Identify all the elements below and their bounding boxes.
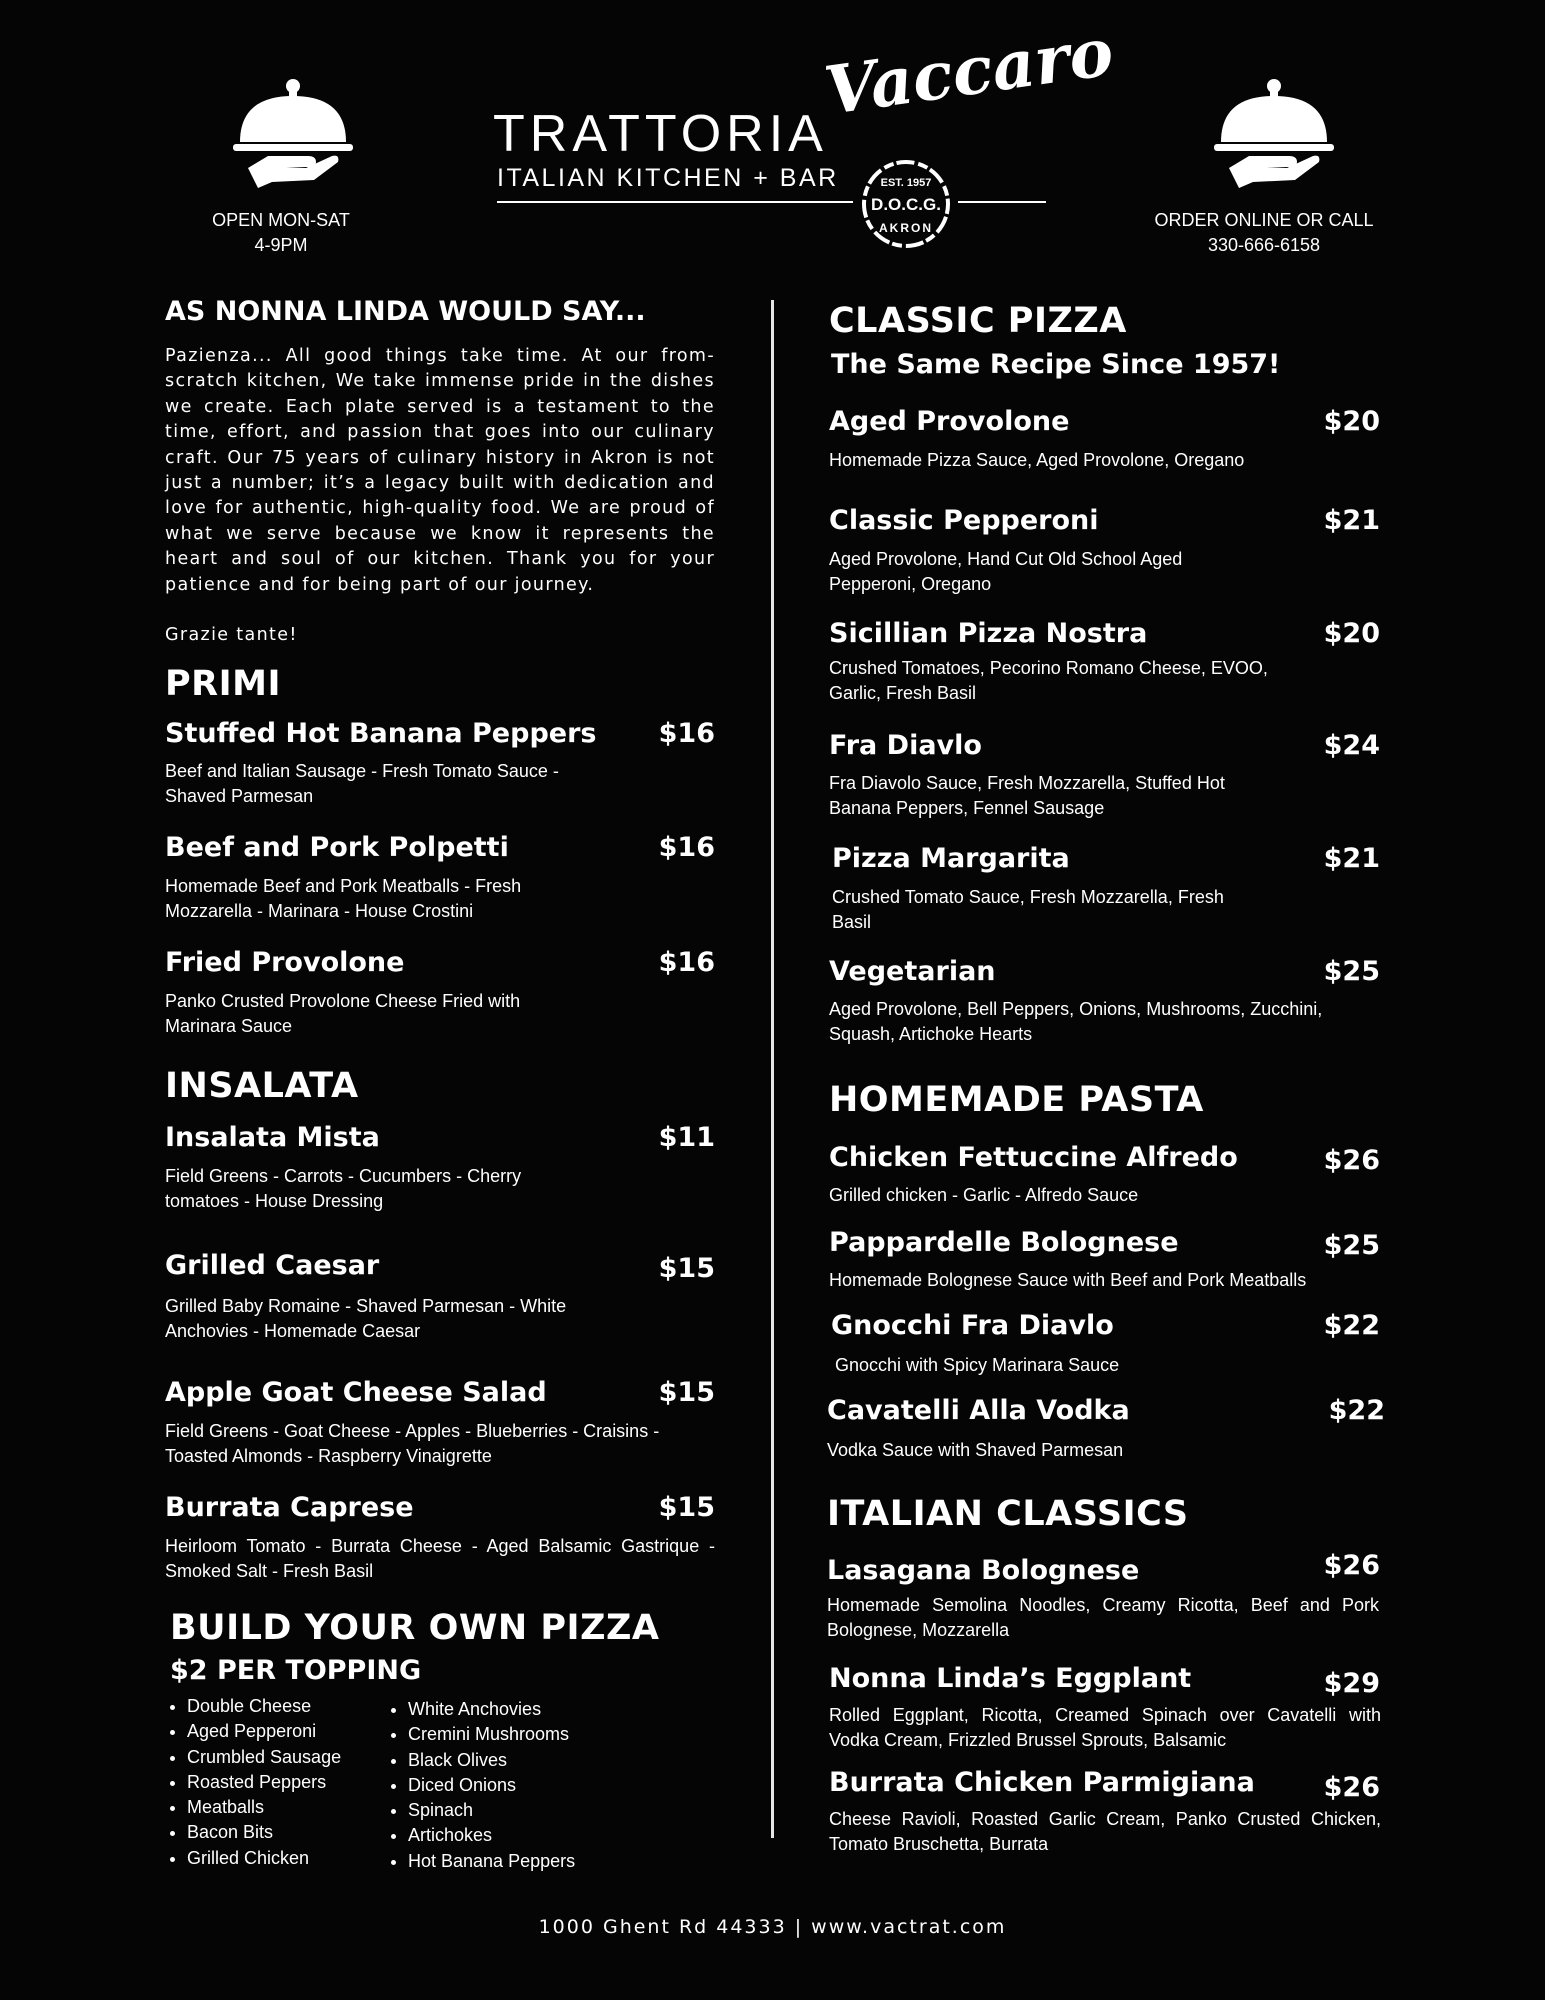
menu-item-price: $16	[658, 832, 715, 863]
column-divider	[771, 300, 774, 1838]
list-item: • Meatballs	[187, 1795, 341, 1820]
cloche-hand-icon	[1209, 70, 1339, 190]
menu-item-price: $25	[1323, 956, 1380, 987]
toppings-list-right	[386, 1697, 575, 1874]
footer-address-website: 1000 Ghent Rd 44333 | www.vactrat.com	[538, 1916, 1007, 1938]
menu-item-desc: Homemade Beef and Pork Meatballs - Fresh Mozzarella - Marinara - House Crostini	[165, 876, 522, 921]
list-item: • Aged Pepperoni	[187, 1719, 341, 1744]
intro-text: Pazienza... All good things take time. At our from-scratch kitchen, We take immense pride in the dishes we create. Each plate served is a testament to the time, effort, and passion that goes into our culinary craft. Our 75 years of culinary history in Akron is not just a number; it’s a legacy built with dedication and love for authentic, high-quality food. We are proud of what we serve because we know it represents the heart and soul of our kitchen. Thank you for your patience and for being part of our journey.	[165, 346, 715, 595]
menu-item-name: Gnocchi Fra Diavlo	[831, 1310, 1114, 1341]
menu-item-desc: Grilled chicken - Garlic - Alfredo Sauce	[829, 1185, 1139, 1205]
list-item: • Hot Banana Peppers	[408, 1849, 575, 1874]
menu-item-name: Insalata Mista	[165, 1122, 380, 1153]
cloche-hand-icon	[228, 70, 358, 190]
intro-sign: Grazie tante!	[165, 625, 298, 645]
menu-item-name: Grilled Caesar	[165, 1250, 380, 1281]
classic-pizza-subtitle: The Same Recipe Since 1957!	[831, 349, 1281, 380]
menu-item-price: $26	[1323, 1145, 1380, 1176]
brand-subtitle: ITALIAN KITCHEN + BAR	[497, 164, 839, 192]
menu-item-price: $11	[658, 1122, 715, 1153]
menu-item-name: Classic Pepperoni	[829, 505, 1099, 536]
brand-rule-right	[958, 201, 1046, 203]
menu-item-name: Fra Diavlo	[829, 730, 982, 761]
menu-item-name: Burrata Chicken Parmigiana	[829, 1767, 1255, 1798]
list-item: • Artichokes	[408, 1823, 575, 1848]
list-item: • White Anchovies	[408, 1697, 575, 1722]
menu-item-price: $16	[658, 947, 715, 978]
menu-item-name: Vegetarian	[829, 956, 996, 987]
menu-item-desc: Field Greens - Goat Cheese - Apples - Blueberries - Craisins - Toasted Almonds - Raspberry Vinaigrette	[165, 1421, 660, 1466]
menu-item-price: $26	[1323, 1772, 1380, 1803]
menu-item-desc: Rolled Eggplant, Ricotta, Creamed Spinach over Cavatelli with Vodka Cream, Frizzled Brussel Sprouts, Balsamic	[829, 1705, 1381, 1750]
menu-item-name: Aged Provolone	[829, 406, 1070, 437]
menu-item-price: $21	[1323, 843, 1380, 874]
hours-days: OPEN MON-SAT	[212, 210, 350, 230]
topping-price: $2 PER TOPPING	[170, 1655, 422, 1686]
list-item: • Black Olives	[408, 1748, 575, 1773]
seal-docg: D.O.C.G.	[871, 195, 941, 214]
menu-item-desc: Homemade Bolognese Sauce with Beef and Pork Meatballs	[829, 1270, 1307, 1290]
menu-item-desc: Field Greens - Carrots - Cucumbers - Cherry tomatoes - House Dressing	[165, 1166, 522, 1211]
menu-item-desc: Beef and Italian Sausage - Fresh Tomato Sauce - Shaved Parmesan	[165, 761, 559, 806]
menu-item-desc: Vodka Sauce with Shaved Parmesan	[827, 1440, 1124, 1460]
hours-time: 4-9PM	[254, 235, 308, 255]
list-item: • Bacon Bits	[187, 1820, 341, 1845]
menu-item-price: $29	[1323, 1668, 1380, 1699]
section-title-insalata: INSALATA	[165, 1066, 359, 1106]
menu-item-price: $22	[1328, 1395, 1385, 1426]
list-item: • Cremini Mushrooms	[408, 1722, 575, 1747]
menu-item-name: Sicillian Pizza Nostra	[829, 618, 1148, 649]
menu-item-desc: Fra Diavolo Sauce, Fresh Mozzarella, Stuffed Hot Banana Peppers, Fennel Sausage	[829, 773, 1225, 818]
intro-title: AS NONNA LINDA WOULD SAY...	[165, 296, 646, 327]
menu-item-name: Chicken Fettuccine Alfredo	[829, 1142, 1238, 1173]
section-title-classics: ITALIAN CLASSICS	[827, 1494, 1189, 1534]
menu-item-desc: Aged Provolone, Bell Peppers, Onions, Mushrooms, Zucchini, Squash, Artichoke Hearts	[829, 999, 1323, 1044]
menu-item-price: $20	[1323, 618, 1380, 649]
section-title-pasta: HOMEMADE PASTA	[829, 1080, 1204, 1120]
list-item: • Grilled Chicken	[187, 1846, 341, 1871]
list-item: • Double Cheese	[187, 1694, 341, 1719]
menu-item-name: Lasagana Bolognese	[827, 1555, 1140, 1586]
docg-seal	[860, 158, 952, 250]
section-title-build-pizza: BUILD YOUR OWN PIZZA	[170, 1608, 660, 1648]
menu-item-desc: Grilled Baby Romaine - Shaved Parmesan - White Anchovies - Homemade Caesar	[165, 1296, 567, 1341]
menu-item-desc: Gnocchi with Spicy Marinara Sauce	[835, 1355, 1120, 1375]
menu-item-price: $21	[1323, 505, 1380, 536]
seal-est: EST. 1957	[880, 177, 932, 189]
section-title-classic-pizza: CLASSIC PIZZA	[829, 301, 1127, 341]
order-label: ORDER ONLINE OR CALL	[1154, 210, 1374, 230]
menu-item-desc: Aged Provolone, Hand Cut Old School Aged Pepperoni, Oregano	[829, 549, 1183, 594]
section-title-primi: PRIMI	[165, 664, 281, 704]
menu-item-price: $24	[1323, 730, 1380, 761]
list-item: • Crumbled Sausage	[187, 1745, 341, 1770]
menu-item-name: Pappardelle Bolognese	[829, 1227, 1179, 1258]
menu-item-price: $20	[1323, 406, 1380, 437]
menu-item-desc: Homemade Pizza Sauce, Aged Provolone, Oregano	[829, 450, 1245, 470]
toppings-list-left	[165, 1694, 341, 1871]
menu-item-price: $15	[658, 1377, 715, 1408]
menu-item-price: $15	[658, 1492, 715, 1523]
list-item: • Diced Onions	[408, 1773, 575, 1798]
menu-item-desc: Crushed Tomato Sauce, Fresh Mozzarella, Fresh Basil	[832, 887, 1224, 932]
phone-number[interactable]: 330-666-6158	[1207, 235, 1321, 255]
list-item: • Roasted Peppers	[187, 1770, 341, 1795]
menu-item-name: Burrata Caprese	[165, 1492, 414, 1523]
menu-item-desc: Heirloom Tomato - Burrata Cheese - Aged Balsamic Gastrique - Smoked Salt - Fresh Basil	[165, 1536, 715, 1581]
brand-rule-left	[497, 201, 853, 203]
menu-item-desc: Panko Crusted Provolone Cheese Fried with Marinara Sauce	[165, 991, 521, 1036]
hours-note	[131, 208, 431, 258]
menu-item-desc: Cheese Ravioli, Roasted Garlic Cream, Panko Crusted Chicken, Tomato Bruschetta, Burrata	[829, 1809, 1381, 1854]
brand-trattoria: TRATTORIA	[493, 105, 828, 163]
menu-item-name: Pizza Margarita	[832, 843, 1070, 874]
menu-item-name: Beef and Pork Polpetti	[165, 832, 509, 863]
menu-item-desc: Crushed Tomatoes, Pecorino Romano Cheese, EVOO, Garlic, Fresh Basil	[829, 658, 1268, 703]
menu-item-name: Apple Goat Cheese Salad	[165, 1377, 547, 1408]
menu-item-name: Cavatelli Alla Vodka	[827, 1395, 1130, 1426]
menu-item-name: Nonna Linda’s Eggplant	[829, 1663, 1192, 1694]
menu-item-name: Stuffed Hot Banana Peppers	[165, 718, 597, 749]
menu-item-price: $22	[1323, 1310, 1380, 1341]
menu-item-price: $15	[658, 1253, 715, 1284]
order-note	[1114, 208, 1414, 258]
menu-item-price: $16	[658, 718, 715, 749]
menu-item-price: $26	[1323, 1550, 1380, 1581]
seal-city: AKRON	[879, 221, 933, 235]
menu-item-desc: Homemade Semolina Noodles, Creamy Ricotta, Beef and Pork Bolognese, Mozzarella	[827, 1595, 1379, 1640]
menu-item-price: $25	[1323, 1230, 1380, 1261]
list-item: • Spinach	[408, 1798, 575, 1823]
menu-item-name: Fried Provolone	[165, 947, 405, 978]
brand-vaccaro: Vaccaro	[819, 12, 1118, 130]
